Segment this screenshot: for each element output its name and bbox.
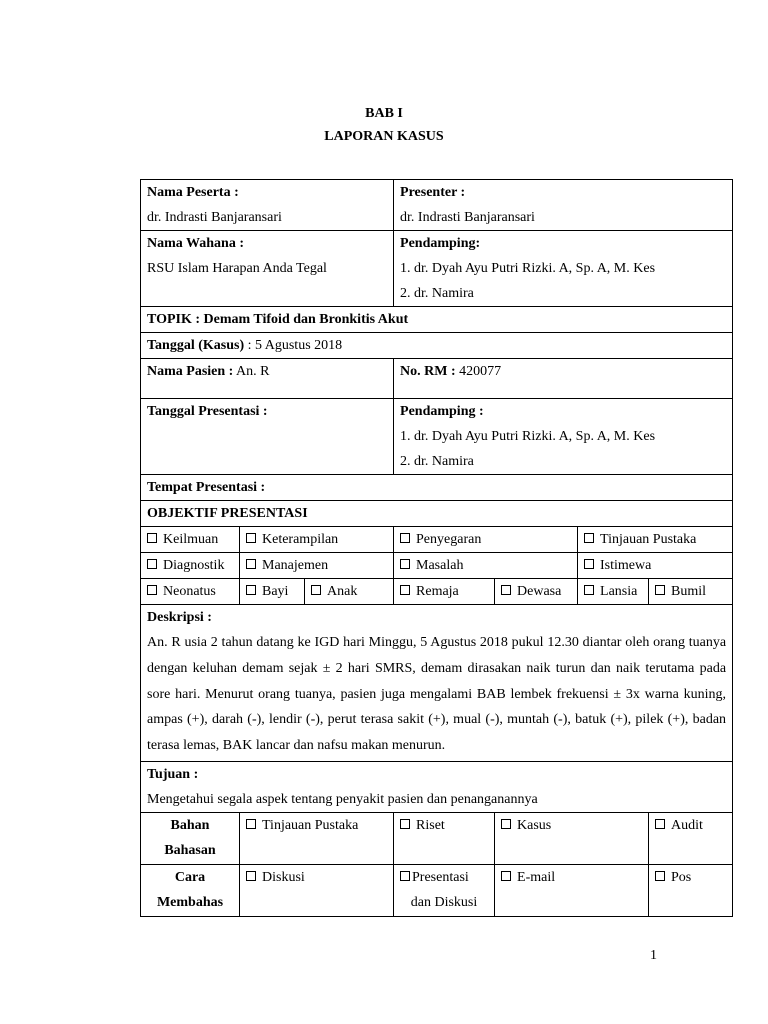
checkbox-icon xyxy=(400,871,410,881)
checkbox-icon xyxy=(246,585,256,595)
checkbox-icon xyxy=(147,533,157,543)
checkbox-bahan-riset[interactable] xyxy=(394,812,495,864)
checkbox-label: Masalah xyxy=(416,558,464,573)
row-bahan-bahasan xyxy=(141,812,733,864)
checkbox-icon xyxy=(501,585,511,595)
row-tujuan xyxy=(141,761,733,812)
pendamping-label: Pendamping: xyxy=(400,236,481,251)
checkbox-label: Istimewa xyxy=(600,558,652,573)
row-tempat xyxy=(141,475,733,501)
checkbox-icon xyxy=(246,533,256,543)
tempat-presentasi-label: Tempat Presentasi : xyxy=(141,475,733,501)
checkbox-masalah[interactable] xyxy=(394,553,578,579)
bahan-bahasan-label xyxy=(141,812,240,864)
checkbox-label: Keilmuan xyxy=(163,532,219,547)
checkbox-icon xyxy=(246,871,256,881)
checkbox-label: Presentasi xyxy=(412,869,469,885)
nama-peserta-value: dr. Indrasti Banjaransari xyxy=(147,210,282,225)
tujuan-label: Tujuan : xyxy=(147,766,199,782)
row-tanggal-presentasi xyxy=(141,399,733,475)
checkbox-cara-email[interactable] xyxy=(495,864,649,916)
pendamping-2-item-2: 2. dr. Namira xyxy=(400,454,474,469)
checkbox-label: Tinjauan Pustaka xyxy=(600,532,697,547)
bahan-label-line-2: Bahasan xyxy=(164,842,216,858)
row-cara-membahas xyxy=(141,864,733,916)
checkbox-icon xyxy=(400,585,410,595)
checkbox-label: Dewasa xyxy=(517,584,562,599)
checkbox-bayi[interactable] xyxy=(240,579,305,605)
checkbox-penyegaran[interactable] xyxy=(394,527,578,553)
topik: TOPIK : Demam Tifoid dan Bronkitis Akut xyxy=(141,307,733,333)
checkbox-icon xyxy=(246,819,256,829)
checkbox-dewasa[interactable] xyxy=(495,579,578,605)
checkbox-icon xyxy=(501,871,511,881)
tanggal-kasus-value: : 5 Agustus 2018 xyxy=(244,338,343,353)
report-title: LAPORAN KASUS xyxy=(324,129,444,144)
checkbox-bahan-tinjauan-pustaka[interactable] xyxy=(240,812,394,864)
nama-wahana-label: Nama Wahana : xyxy=(147,236,244,251)
checkbox-icon xyxy=(246,559,256,569)
checkbox-label: Diskusi xyxy=(262,869,305,885)
checkbox-label: Audit xyxy=(671,817,703,833)
checkbox-keterampilan[interactable] xyxy=(240,527,394,553)
row-pasien xyxy=(141,359,733,399)
nama-pasien-value: An. R xyxy=(233,364,270,379)
deskripsi-text: An. R usia 2 tahun datang ke IGD hari Minggu, 5 Agustus 2018 pukul 12.30 diantar oleh orang tuanya dengan keluhan demam sejak ± 2 hari SMRS, demam dirasakan naik turun dan naik terutama pada sore hari. Menurut orang tuanya, pasien juga mengalami BAB lembek frekuensi ± 3x warna kuning, ampas (+), darah (-), lendir (-), perut terasa sakit (+), mual (-), muntah (-), batuk (+), pilek (+), badan terasa lemas, BAK lancar dan nafsu makan menurun. xyxy=(147,635,727,754)
row-deskripsi xyxy=(141,605,733,762)
row-objektif-3 xyxy=(141,579,733,605)
checkbox-icon xyxy=(584,533,594,543)
cara-label-line-2: Membahas xyxy=(156,894,224,910)
checkbox-label: Lansia xyxy=(600,584,638,599)
checkbox-label: E-mail xyxy=(517,869,556,885)
checkbox-cara-pos[interactable] xyxy=(649,864,733,916)
presenter-value: dr. Indrasti Banjaransari xyxy=(400,210,535,225)
checkbox-label: Pos xyxy=(671,869,692,885)
no-rm-label: No. RM : xyxy=(400,364,456,379)
checkbox-label: Bumil xyxy=(671,584,707,599)
bahan-label-line-1: Bahan xyxy=(170,817,210,833)
checkbox-label-line-2: dan Diskusi xyxy=(410,894,478,910)
objektif-presentasi-label: OBJEKTIF PRESENTASI xyxy=(141,501,733,527)
case-report-form xyxy=(140,179,733,917)
checkbox-icon xyxy=(147,585,157,595)
checkbox-label: Penyegaran xyxy=(416,532,482,547)
row-objektif xyxy=(141,501,733,527)
checkbox-icon xyxy=(655,585,665,595)
tanggal-presentasi-label: Tanggal Presentasi : xyxy=(147,404,268,419)
checkbox-icon xyxy=(584,559,594,569)
checkbox-label: Kasus xyxy=(517,817,552,833)
chapter-title: BAB I xyxy=(365,106,403,121)
checkbox-label: Tinjauan Pustaka xyxy=(262,817,359,833)
checkbox-label: Manajemen xyxy=(262,558,329,573)
checkbox-tinjauan-pustaka[interactable] xyxy=(578,527,733,553)
checkbox-label: Neonatus xyxy=(163,584,216,599)
checkbox-lansia[interactable] xyxy=(578,579,649,605)
checkbox-label: Keterampilan xyxy=(262,532,339,547)
checkbox-icon xyxy=(501,819,511,829)
row-topik xyxy=(141,307,733,333)
row-peserta xyxy=(141,180,733,231)
nama-wahana-value: RSU Islam Harapan Anda Tegal xyxy=(147,261,327,276)
checkbox-bumil[interactable] xyxy=(649,579,733,605)
row-objektif-2 xyxy=(141,553,733,579)
checkbox-label: Diagnostik xyxy=(163,558,225,573)
deskripsi-label: Deskripsi : xyxy=(147,610,212,625)
checkbox-label: Bayi xyxy=(262,584,289,599)
tanggal-kasus-label: Tanggal (Kasus) xyxy=(147,338,245,353)
checkbox-label: Remaja xyxy=(416,584,459,599)
checkbox-cara-diskusi[interactable] xyxy=(240,864,394,916)
row-objektif-1 xyxy=(141,527,733,553)
checkbox-icon xyxy=(655,819,665,829)
checkbox-icon xyxy=(400,533,410,543)
checkbox-icon xyxy=(655,871,665,881)
checkbox-anak[interactable] xyxy=(305,579,394,605)
checkbox-icon xyxy=(584,585,594,595)
checkbox-remaja[interactable] xyxy=(394,579,495,605)
cara-membahas-label xyxy=(141,864,240,916)
pendamping-item-1: 1. dr. Dyah Ayu Putri Rizki. A, Sp. A, M. Kes xyxy=(400,261,656,276)
checkbox-neonatus[interactable] xyxy=(141,579,240,605)
nama-peserta-label: Nama Peserta : xyxy=(147,185,239,200)
checkbox-icon xyxy=(311,585,321,595)
page-number: 1 xyxy=(650,948,657,963)
checkbox-label: Anak xyxy=(327,584,358,599)
checkbox-istimewa[interactable] xyxy=(578,553,733,579)
checkbox-cara-presentasi-diskusi[interactable] xyxy=(394,864,495,916)
cara-label-line-1: Cara xyxy=(174,869,206,885)
checkbox-icon xyxy=(400,819,410,829)
tujuan-text: Mengetahui segala aspek tentang penyakit pasien dan penanganannya xyxy=(147,791,538,807)
presenter-label: Presenter : xyxy=(400,185,466,200)
checkbox-bahan-audit[interactable] xyxy=(649,812,733,864)
pendamping-2-item-1: 1. dr. Dyah Ayu Putri Rizki. A, Sp. A, M. Kes xyxy=(400,429,656,444)
checkbox-keilmuan[interactable] xyxy=(141,527,240,553)
checkbox-icon xyxy=(147,559,157,569)
row-wahana xyxy=(141,231,733,307)
nama-pasien-label: Nama Pasien : xyxy=(147,364,234,379)
checkbox-manajemen[interactable] xyxy=(240,553,394,579)
checkbox-bahan-kasus[interactable] xyxy=(495,812,649,864)
checkbox-diagnostik[interactable] xyxy=(141,553,240,579)
checkbox-icon xyxy=(400,559,410,569)
checkbox-label: Riset xyxy=(416,817,445,833)
no-rm-value: 420077 xyxy=(455,364,502,379)
row-tanggal-kasus xyxy=(141,333,733,359)
pendamping-item-2: 2. dr. Namira xyxy=(400,286,474,301)
pendamping-2-label: Pendamping : xyxy=(400,404,484,419)
